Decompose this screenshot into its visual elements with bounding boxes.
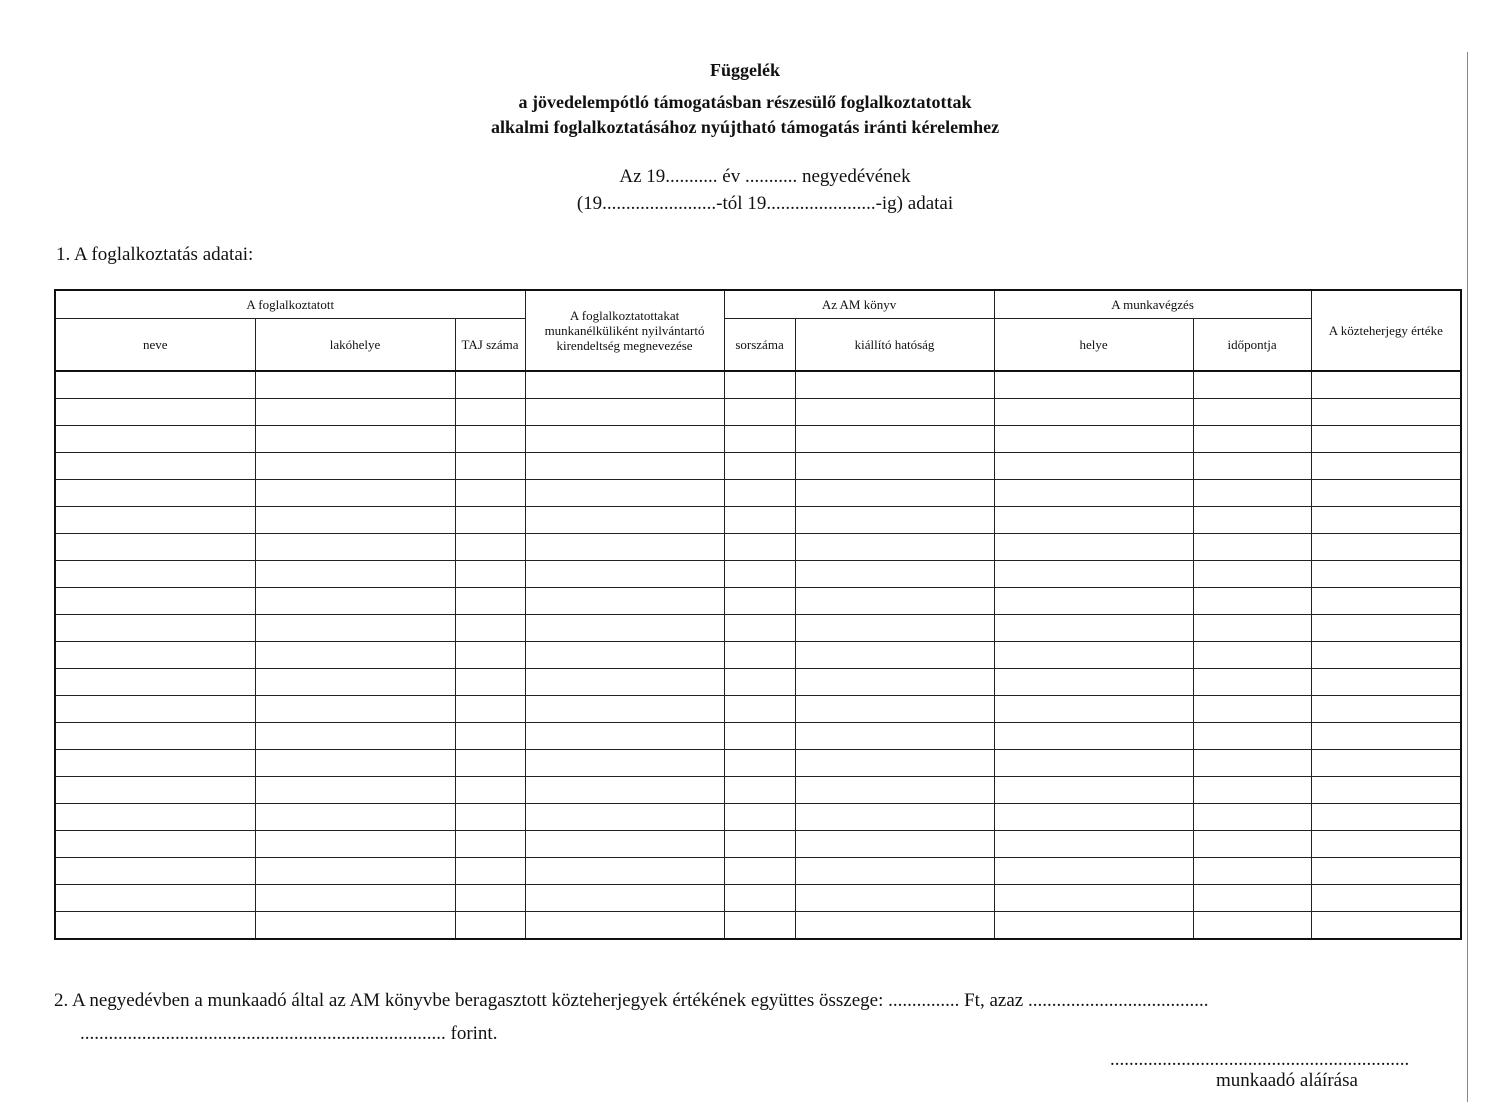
table-cell[interactable] — [795, 885, 994, 912]
table-cell[interactable] — [1311, 642, 1461, 669]
table-cell[interactable] — [55, 399, 255, 426]
table-cell[interactable] — [55, 588, 255, 615]
table-cell[interactable] — [525, 399, 724, 426]
table-cell[interactable] — [525, 885, 724, 912]
table-cell[interactable] — [1311, 777, 1461, 804]
table-cell[interactable] — [255, 723, 455, 750]
table-cell[interactable] — [55, 642, 255, 669]
table-cell[interactable] — [455, 588, 525, 615]
signature-line[interactable]: ............................................................... — [1110, 1049, 1410, 1070]
table-cell[interactable] — [255, 696, 455, 723]
table-cell[interactable] — [525, 642, 724, 669]
table-cell[interactable] — [255, 912, 455, 940]
table-cell[interactable] — [1311, 912, 1461, 940]
table-cell[interactable] — [525, 669, 724, 696]
table-cell[interactable] — [525, 831, 724, 858]
table-cell[interactable] — [455, 723, 525, 750]
table-cell[interactable] — [255, 642, 455, 669]
table-cell[interactable] — [994, 696, 1193, 723]
table-cell[interactable] — [795, 696, 994, 723]
header-work-group: A munkavégzés — [994, 290, 1311, 319]
header-residence: lakóhelye — [255, 319, 455, 372]
table-row — [55, 399, 1461, 426]
table-cell[interactable] — [55, 885, 255, 912]
table-row — [55, 804, 1461, 831]
table-cell[interactable] — [994, 723, 1193, 750]
table-cell[interactable] — [525, 750, 724, 777]
table-cell[interactable] — [724, 480, 795, 507]
table-cell[interactable] — [455, 615, 525, 642]
table-cell[interactable] — [255, 669, 455, 696]
page-edge-line — [1467, 52, 1468, 1102]
table-cell[interactable] — [795, 399, 994, 426]
table-cell[interactable] — [724, 615, 795, 642]
table-cell[interactable] — [455, 750, 525, 777]
table-cell[interactable] — [724, 534, 795, 561]
table-cell[interactable] — [994, 399, 1193, 426]
table-cell[interactable] — [724, 371, 795, 399]
table-cell[interactable] — [1193, 453, 1311, 480]
table-cell[interactable] — [525, 371, 724, 399]
table-cell[interactable] — [1193, 426, 1311, 453]
table-row — [55, 912, 1461, 940]
table-cell[interactable] — [255, 831, 455, 858]
table-row — [55, 371, 1461, 399]
table-cell[interactable] — [455, 561, 525, 588]
table-cell[interactable] — [1193, 696, 1311, 723]
table-cell[interactable] — [255, 561, 455, 588]
table-cell[interactable] — [255, 588, 455, 615]
table-cell[interactable] — [55, 371, 255, 399]
table-cell[interactable] — [1193, 561, 1311, 588]
period-line2: (19........................-tól 19.......................-ig) adatai — [576, 193, 954, 214]
table-cell[interactable] — [455, 804, 525, 831]
table-cell[interactable] — [1193, 912, 1311, 940]
form-subtitle-line2: alkalmi foglalkoztatásához nyújtható támogatás iránti kérelemhez — [490, 117, 1000, 137]
table-cell[interactable] — [1311, 534, 1461, 561]
table-cell[interactable] — [994, 561, 1193, 588]
table-cell[interactable] — [994, 750, 1193, 777]
table-cell[interactable] — [1311, 723, 1461, 750]
table-cell[interactable] — [255, 885, 455, 912]
table-cell[interactable] — [1311, 615, 1461, 642]
table-cell[interactable] — [1311, 426, 1461, 453]
table-cell[interactable] — [525, 696, 724, 723]
table-cell[interactable] — [55, 453, 255, 480]
table-cell[interactable] — [795, 669, 994, 696]
table-cell[interactable] — [1311, 750, 1461, 777]
table-cell[interactable] — [255, 750, 455, 777]
table-cell[interactable] — [455, 885, 525, 912]
table-cell[interactable] — [1193, 750, 1311, 777]
table-cell[interactable] — [55, 777, 255, 804]
header-work-place: helye — [994, 319, 1193, 372]
table-cell[interactable] — [255, 615, 455, 642]
table-cell[interactable] — [1193, 534, 1311, 561]
section2-text: 2. A negyedévben a munkaadó által az AM könyvbe beragasztott közteherjegyek értékének együttes összege: ............... Ft, azaz ...................................... — [54, 990, 1209, 1011]
table-cell[interactable] — [1193, 858, 1311, 885]
table-cell[interactable] — [525, 480, 724, 507]
table-cell[interactable] — [55, 426, 255, 453]
table-cell[interactable] — [795, 507, 994, 534]
table-cell[interactable] — [55, 507, 255, 534]
table-cell[interactable] — [795, 534, 994, 561]
table-cell[interactable] — [724, 885, 795, 912]
table-cell[interactable] — [994, 777, 1193, 804]
form-title: Függelék — [710, 60, 780, 80]
table-cell[interactable] — [994, 642, 1193, 669]
table-cell[interactable] — [1193, 885, 1311, 912]
table-row — [55, 750, 1461, 777]
table-cell[interactable] — [1193, 588, 1311, 615]
table-cell[interactable] — [55, 912, 255, 940]
table-cell[interactable] — [994, 804, 1193, 831]
form-subtitle-line1: a jövedelempótló támogatásban részesülő foglalkoztatottak — [518, 92, 972, 112]
table-cell[interactable] — [55, 858, 255, 885]
table-cell[interactable] — [525, 588, 724, 615]
table-cell[interactable] — [795, 561, 994, 588]
table-row — [55, 669, 1461, 696]
table-cell[interactable] — [455, 534, 525, 561]
table-cell[interactable] — [994, 912, 1193, 940]
table-row — [55, 480, 1461, 507]
table-cell[interactable] — [455, 912, 525, 940]
table-cell[interactable] — [1193, 804, 1311, 831]
table-cell[interactable] — [1193, 480, 1311, 507]
table-cell[interactable] — [795, 723, 994, 750]
table-cell[interactable] — [1311, 669, 1461, 696]
table-cell[interactable] — [1193, 723, 1311, 750]
table-cell[interactable] — [55, 615, 255, 642]
table-cell[interactable] — [994, 885, 1193, 912]
table-cell[interactable] — [255, 426, 455, 453]
table-row — [55, 561, 1461, 588]
table-row — [55, 723, 1461, 750]
table-cell[interactable] — [1311, 561, 1461, 588]
table-cell[interactable] — [525, 453, 724, 480]
table-row — [55, 588, 1461, 615]
table-row — [55, 642, 1461, 669]
table-row — [55, 426, 1461, 453]
table-cell[interactable] — [994, 480, 1193, 507]
table-cell[interactable] — [55, 561, 255, 588]
table-cell[interactable] — [455, 696, 525, 723]
table-cell[interactable] — [1193, 777, 1311, 804]
table-cell[interactable] — [525, 723, 724, 750]
table-cell[interactable] — [255, 507, 455, 534]
table-cell[interactable] — [724, 858, 795, 885]
table-row — [55, 453, 1461, 480]
table-cell[interactable] — [994, 588, 1193, 615]
table-row — [55, 507, 1461, 534]
table-cell[interactable] — [525, 561, 724, 588]
table-cell[interactable] — [255, 480, 455, 507]
table-cell[interactable] — [455, 507, 525, 534]
table-cell[interactable] — [724, 642, 795, 669]
table-cell[interactable] — [1311, 480, 1461, 507]
header-taj-number: TAJ száma — [455, 319, 525, 372]
table-cell[interactable] — [994, 453, 1193, 480]
table-cell[interactable] — [724, 750, 795, 777]
table-cell[interactable] — [724, 426, 795, 453]
table-cell[interactable] — [255, 534, 455, 561]
table-cell[interactable] — [1193, 831, 1311, 858]
table-row — [55, 534, 1461, 561]
table-cell[interactable] — [525, 777, 724, 804]
table-cell[interactable] — [1193, 507, 1311, 534]
header-employee-group: A foglalkoztatott — [55, 290, 525, 319]
header-stamp-value: A közteherjegy értéke — [1311, 290, 1461, 371]
section2-continuation: ............................................................................. forint. — [80, 1023, 498, 1044]
table-cell[interactable] — [994, 534, 1193, 561]
table-row — [55, 858, 1461, 885]
table-cell[interactable] — [724, 399, 795, 426]
table-cell[interactable] — [724, 588, 795, 615]
table-cell[interactable] — [55, 831, 255, 858]
table-row — [55, 777, 1461, 804]
table-body — [55, 371, 1461, 939]
table-cell[interactable] — [1311, 696, 1461, 723]
table-row — [55, 831, 1461, 858]
table-row — [55, 696, 1461, 723]
table-cell[interactable] — [255, 777, 455, 804]
table-cell[interactable] — [795, 615, 994, 642]
table-cell[interactable] — [55, 804, 255, 831]
table-cell[interactable] — [525, 615, 724, 642]
table-cell[interactable] — [724, 777, 795, 804]
table-cell[interactable] — [795, 642, 994, 669]
header-registering-office: A foglalkoztatottakat munkanélküliként nyilvántartó kirendeltség megnevezése — [525, 290, 724, 371]
table-cell[interactable] — [455, 480, 525, 507]
table-cell[interactable] — [55, 669, 255, 696]
table-cell[interactable] — [795, 750, 994, 777]
table-cell[interactable] — [724, 912, 795, 940]
table-cell[interactable] — [795, 804, 994, 831]
table-cell[interactable] — [255, 858, 455, 885]
header-serial-number: sorszáma — [724, 319, 795, 372]
table-cell[interactable] — [525, 534, 724, 561]
table-cell[interactable] — [724, 723, 795, 750]
table-cell[interactable] — [724, 453, 795, 480]
section1-heading: 1. A foglalkoztatás adatai: — [56, 244, 254, 265]
table-cell[interactable] — [1311, 371, 1461, 399]
table-cell[interactable] — [795, 371, 994, 399]
table-cell[interactable] — [455, 453, 525, 480]
table-cell[interactable] — [1311, 858, 1461, 885]
table-cell[interactable] — [1193, 399, 1311, 426]
table-cell[interactable] — [1311, 453, 1461, 480]
table-cell[interactable] — [994, 858, 1193, 885]
table-cell[interactable] — [255, 371, 455, 399]
table-cell[interactable] — [795, 480, 994, 507]
table-cell[interactable] — [1193, 669, 1311, 696]
table-cell[interactable] — [724, 507, 795, 534]
table-cell[interactable] — [1193, 615, 1311, 642]
header-am-book-group: Az AM könyv — [724, 290, 994, 319]
table-cell[interactable] — [255, 453, 455, 480]
table-cell[interactable] — [994, 669, 1193, 696]
table-cell[interactable] — [525, 507, 724, 534]
table-cell[interactable] — [795, 777, 994, 804]
table-row — [55, 615, 1461, 642]
employment-data-table — [54, 289, 1462, 940]
table-cell[interactable] — [455, 399, 525, 426]
table-cell[interactable] — [724, 561, 795, 588]
table-cell[interactable] — [795, 453, 994, 480]
table-cell[interactable] — [455, 371, 525, 399]
table-cell[interactable] — [994, 615, 1193, 642]
table-cell[interactable] — [994, 507, 1193, 534]
table-cell[interactable] — [795, 588, 994, 615]
table-cell[interactable] — [55, 750, 255, 777]
table-cell[interactable] — [1311, 804, 1461, 831]
header-issuing-authority: kiállító hatóság — [795, 319, 994, 372]
table-cell[interactable] — [455, 669, 525, 696]
table-cell[interactable] — [1193, 371, 1311, 399]
table-cell[interactable] — [525, 804, 724, 831]
table-cell[interactable] — [455, 777, 525, 804]
header-work-time: időpontja — [1193, 319, 1311, 372]
table-cell[interactable] — [1311, 399, 1461, 426]
table-cell[interactable] — [55, 696, 255, 723]
table-cell[interactable] — [255, 399, 455, 426]
table-cell[interactable] — [525, 426, 724, 453]
table-cell[interactable] — [1311, 885, 1461, 912]
table-cell[interactable] — [525, 858, 724, 885]
table-cell[interactable] — [1311, 588, 1461, 615]
table-cell[interactable] — [724, 669, 795, 696]
table-cell[interactable] — [455, 426, 525, 453]
table-cell[interactable] — [795, 912, 994, 940]
table-cell[interactable] — [525, 912, 724, 940]
table-cell[interactable] — [1311, 507, 1461, 534]
table-cell[interactable] — [1311, 831, 1461, 858]
table-cell[interactable] — [724, 831, 795, 858]
table-cell[interactable] — [795, 831, 994, 858]
table-cell[interactable] — [994, 371, 1193, 399]
table-cell[interactable] — [724, 804, 795, 831]
period-line1: Az 19........... év ........... negyedévének — [619, 166, 911, 187]
table-cell[interactable] — [795, 858, 994, 885]
table-cell[interactable] — [255, 804, 455, 831]
table-cell[interactable] — [994, 426, 1193, 453]
table-cell[interactable] — [55, 723, 255, 750]
table-cell[interactable] — [455, 831, 525, 858]
table-row — [55, 885, 1461, 912]
table-cell[interactable] — [455, 642, 525, 669]
table-cell[interactable] — [1193, 642, 1311, 669]
table-cell[interactable] — [455, 858, 525, 885]
header-name: neve — [55, 319, 255, 372]
signature-label: munkaadó aláírása — [1216, 1070, 1358, 1091]
table-cell[interactable] — [724, 696, 795, 723]
table-cell[interactable] — [994, 831, 1193, 858]
table-cell[interactable] — [55, 480, 255, 507]
table-cell[interactable] — [795, 426, 994, 453]
table-cell[interactable] — [55, 534, 255, 561]
